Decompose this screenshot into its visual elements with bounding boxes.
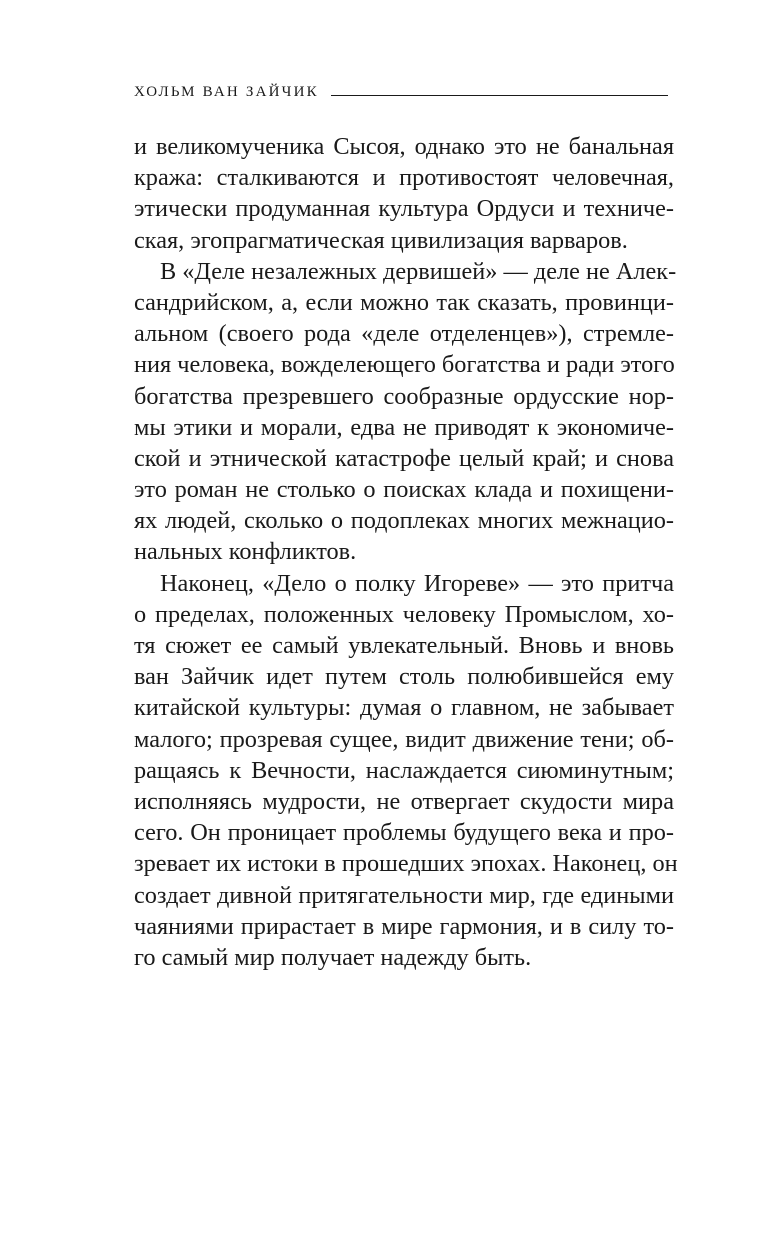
text-line: малого; прозревая сущее, видит движение тени; об-	[134, 725, 674, 753]
text-line: создает дивной притягательности мир, где едиными	[134, 881, 674, 909]
text-line: зревает их истоки в прошедших эпохах. Наконец, он	[134, 850, 678, 878]
text-line: ская, эгопрагматическая цивилизация варваров.	[134, 226, 628, 254]
text-line: сандрийском, а, если можно так сказать, провинци-	[134, 288, 674, 316]
text-line: богатства презревшего сообразные ордусские нор-	[134, 382, 674, 410]
text-line: В «Деле незалежных дервишей» — деле не Алек-	[160, 257, 677, 285]
text-line: китайской культуры: думая о главном, не забывает	[134, 694, 674, 722]
text-line: кража: сталкиваются и противостоят человечная,	[134, 164, 674, 192]
text-line: чаяниями прирастает в мире гармония, и в силу то-	[134, 912, 674, 940]
text-line: го самый мир получает надежду быть.	[134, 943, 532, 971]
running-header-title: ХОЛЬМ ВАН ЗАЙЧИК	[134, 83, 319, 100]
text-line: ях людей, сколько о подоплеках многих межнацио-	[134, 507, 674, 535]
text-line: ской и этнической катастрофе целый край; и снова	[134, 444, 674, 472]
text-line: о пределах, положенных человеку Промыслом, хо-	[134, 600, 674, 628]
text-line: ращаясь к Вечности, наслаждается сиюминутным;	[134, 756, 674, 784]
text-line: и великомученика Сысоя, однако это не банальная	[134, 133, 674, 160]
text-line: мы этики и морали, едва не приводят к экономиче-	[134, 413, 674, 441]
text-line: это роман не столько о поисках клада и похищени-	[134, 476, 674, 504]
text-line: тя сюжет ее самый увлекательный. Вновь и вновь	[134, 632, 674, 659]
header-rule	[331, 95, 668, 96]
text-line: этически продуманная культура Ордуси и техниче-	[134, 195, 674, 223]
text-line: альном (своего рода «деле отделенцев»), стремле-	[134, 320, 674, 348]
text-line: ван Зайчик идет путем столь полюбившейся ему	[134, 663, 674, 691]
text-line: Наконец, «Дело о полку Игореве» — это притча	[160, 569, 674, 597]
text-line: нальных конфликтов.	[134, 538, 357, 566]
text-line: исполняясь мудрости, не отвергает скудости мира	[134, 787, 674, 815]
text-line: сего. Он проницает проблемы будущего века и про-	[134, 819, 674, 847]
running-header	[134, 80, 668, 104]
body-text	[134, 131, 678, 973]
text-line: ния человека, вожделеющего богатства и ради этого	[134, 351, 675, 379]
